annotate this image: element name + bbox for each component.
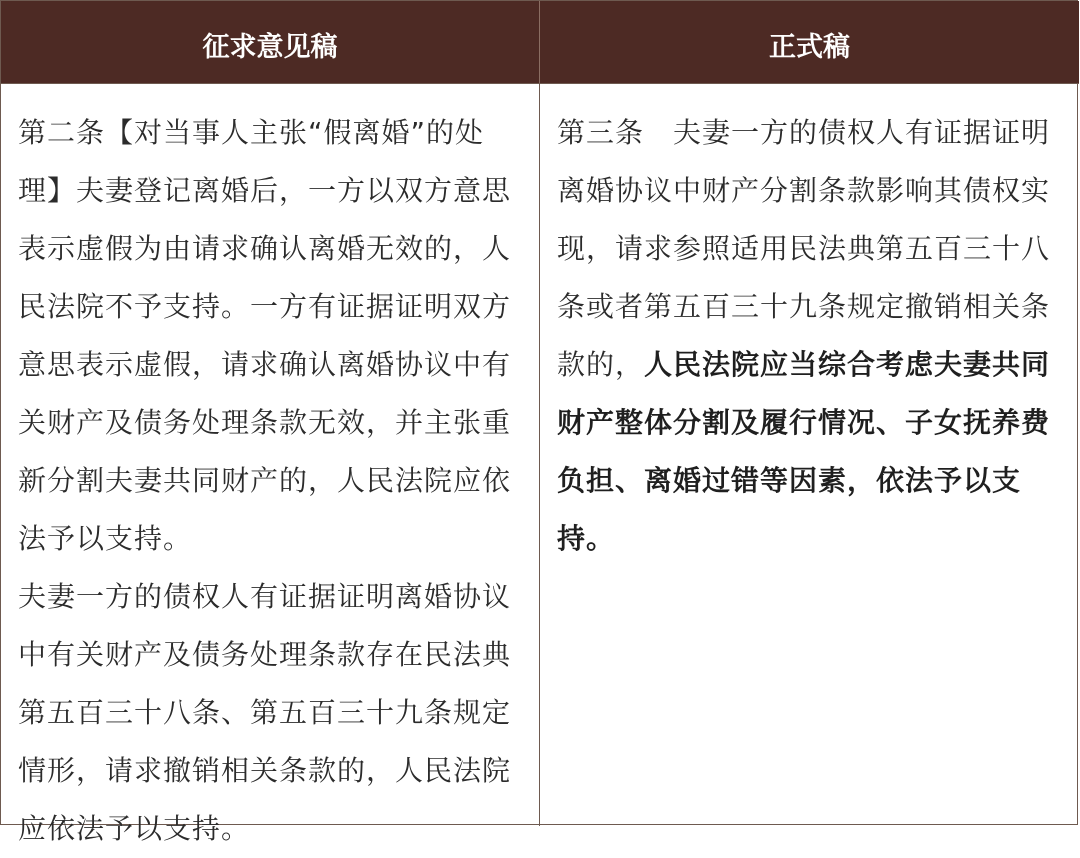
draft-paragraph-1: 第二条【对当事人主张“假离婚”的处理】夫妻登记离婚后，一方以双方意思表示虚假为由请求确认离婚无效的，人民法院不予支持。一方有证据证明双方意思表示虚假，请求确认离婚协议中有关财产及债务处理条款无效，并主张重新分割夫妻共同财产的，人民法院应依法予以支持。	[18, 116, 512, 555]
draft-paragraph-2: 夫妻一方的债权人有证据证明离婚协议中有关财产及债务处理条款存在民法典第五百三十八条、第五百三十九条规定情形，请求撤销相关条款的，人民法院应依法予以支持。	[18, 580, 512, 845]
official-normal-text: 第三条 夫妻一方的债权人有证据证明离婚协议中财产分割条款影响其债权实现，请求参照适用民法典第五百三十八条或者第五百三十九条规定撤销相关条款的，	[557, 116, 1051, 381]
header-draft-for-comment	[1, 1, 540, 83]
header-official-version	[540, 1, 1079, 83]
draft-cell	[1, 83, 540, 845]
official-paragraph	[557, 104, 1069, 568]
official-bold-text: 人民法院应当综合考虑夫妻共同财产整体分割及履行情况、子女抚养费负担、离婚过错等因素，依法予以支持。	[557, 348, 1051, 555]
official-cell	[540, 83, 1079, 826]
header-draft-label: 征求意见稿	[202, 31, 338, 63]
header-official-label: 正式稿	[769, 31, 850, 63]
